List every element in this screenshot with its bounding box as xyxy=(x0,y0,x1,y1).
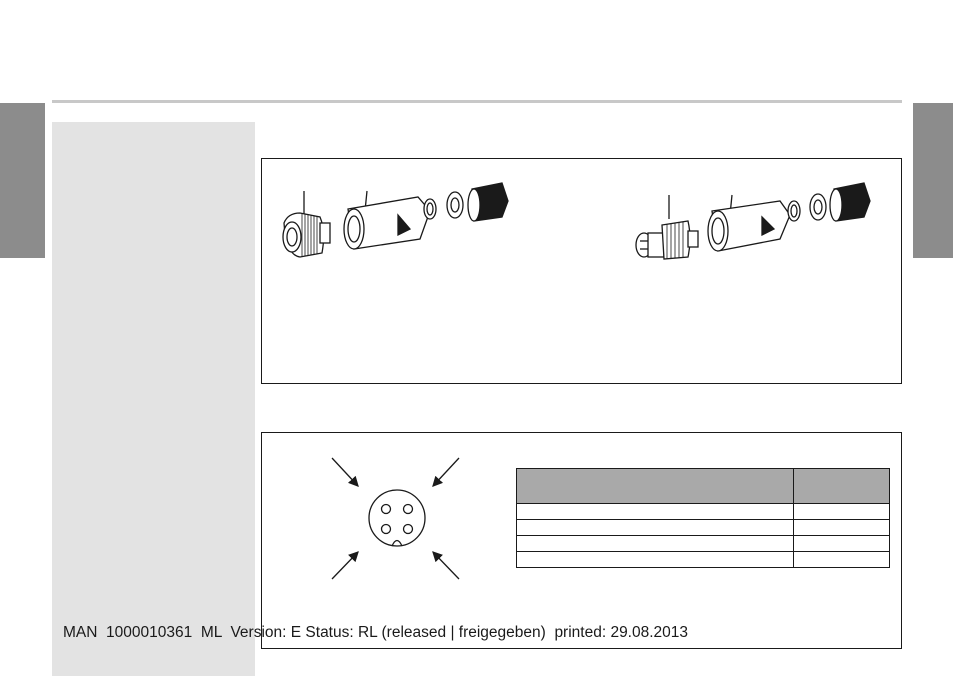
pinout-figure-box xyxy=(261,432,902,649)
table-cell xyxy=(794,552,890,568)
footer-status: Status: RL (released | freigegeben) xyxy=(305,624,555,641)
table-cell xyxy=(517,520,794,536)
male-connector-exploded-icon xyxy=(632,165,882,265)
connector-pinout-icon xyxy=(322,453,472,583)
footer-version: Version: E xyxy=(230,624,306,641)
table-row xyxy=(517,520,890,536)
right-edge-tab xyxy=(913,103,953,258)
table-cell xyxy=(517,504,794,520)
table-cell xyxy=(794,504,890,520)
footer-doc-id: MAN 1000010361 ML xyxy=(63,624,231,641)
table-row xyxy=(517,536,890,552)
connector-figure-box xyxy=(261,158,902,384)
table-cell xyxy=(794,536,890,552)
table-header-row xyxy=(517,469,890,504)
pin-assignment-table xyxy=(516,468,890,568)
left-edge-tab xyxy=(0,103,45,258)
female-connector-exploded-icon xyxy=(270,169,520,264)
table-header-cell xyxy=(517,469,794,504)
table-cell xyxy=(794,520,890,536)
table-cell xyxy=(517,552,794,568)
table-cell xyxy=(517,536,794,552)
header-rule xyxy=(52,100,902,103)
footer-printed-date: printed: 29.08.2013 xyxy=(554,624,689,641)
table-header-cell xyxy=(794,469,890,504)
table-row xyxy=(517,552,890,568)
table-row xyxy=(517,504,890,520)
sidebar-panel xyxy=(52,122,255,676)
document-footer xyxy=(63,624,688,642)
